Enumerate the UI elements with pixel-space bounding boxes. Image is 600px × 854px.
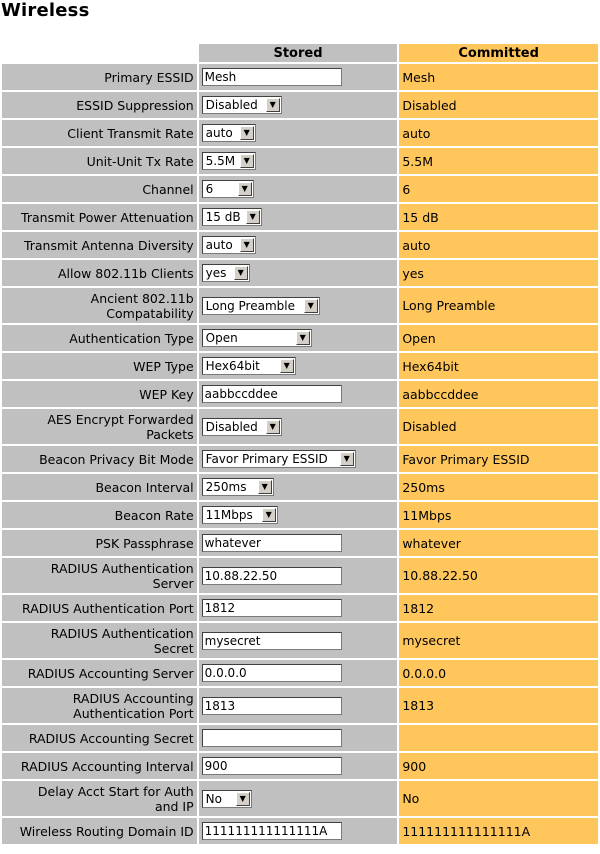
- dropdown-arrow-icon[interactable]: ▼: [280, 359, 294, 373]
- radius-accounting-secret-label: RADIUS Accounting Secret: [2, 725, 197, 751]
- dropdown-arrow-icon[interactable]: ▼: [236, 792, 250, 806]
- dropdown-arrow-icon[interactable]: ▼: [238, 182, 252, 196]
- radius-accounting-server-committed-value: 0.0.0.0: [399, 660, 598, 686]
- delay-acct-start-committed-value: No: [399, 781, 598, 816]
- authentication-type-selected-value: Open: [205, 331, 238, 345]
- primary-essid-input[interactable]: Mesh: [202, 68, 342, 86]
- settings-row-radius-authentication-server: [2, 558, 598, 593]
- primary-essid-stored-cell: [199, 64, 398, 90]
- transmit-antenna-diversity-committed-value: auto: [399, 232, 598, 258]
- channel-label: Channel: [2, 176, 197, 202]
- dropdown-arrow-icon[interactable]: ▼: [266, 98, 280, 112]
- wep-type-stored-cell: [199, 353, 398, 379]
- beacon-rate-committed-value: 11Mbps: [399, 502, 598, 528]
- channel-selected-value: 6: [205, 182, 214, 196]
- authentication-type-label: Authentication Type: [2, 325, 197, 351]
- committed-column-header: Committed: [399, 44, 598, 62]
- header-row: [2, 44, 598, 62]
- dropdown-arrow-icon[interactable]: ▼: [296, 331, 310, 345]
- allow-80211b-clients-label: Allow 802.11b Clients: [2, 260, 197, 286]
- essid-suppression-stored-cell: [199, 92, 398, 118]
- header-spacer: [2, 44, 197, 62]
- beacon-interval-committed-value: 250ms: [399, 474, 598, 500]
- psk-passphrase-label: PSK Passphrase: [2, 530, 197, 556]
- aes-encrypt-forwarded-packets-committed-value: Disabled: [399, 409, 598, 444]
- radius-accounting-authentication-port-stored-cell: [199, 688, 398, 723]
- wep-key-stored-cell: [199, 381, 398, 407]
- radius-accounting-server-stored-cell: [199, 660, 398, 686]
- allow-80211b-clients-committed-value: yes: [399, 260, 598, 286]
- wep-type-committed-value: Hex64bit: [399, 353, 598, 379]
- transmit-power-attenuation-label: Transmit Power Attenuation: [2, 204, 197, 230]
- psk-passphrase-input[interactable]: whatever: [202, 534, 342, 552]
- client-transmit-rate-select[interactable]: [202, 124, 256, 142]
- essid-suppression-committed-value: Disabled: [399, 92, 598, 118]
- radius-authentication-secret-input[interactable]: mysecret: [202, 632, 342, 650]
- dropdown-arrow-icon[interactable]: ▼: [340, 452, 354, 466]
- beacon-privacy-bit-mode-committed-value: Favor Primary ESSID: [399, 446, 598, 472]
- settings-row-psk-passphrase: [2, 530, 598, 556]
- settings-row-wep-type: [2, 353, 598, 379]
- channel-stored-cell: [199, 176, 398, 202]
- delay-acct-start-selected-value: No: [205, 791, 222, 806]
- settings-row-transmit-power-attenuation: [2, 204, 598, 230]
- delay-acct-start-stored-cell: [199, 781, 398, 816]
- essid-suppression-selected-value: Disabled: [205, 98, 258, 112]
- psk-passphrase-committed-value: whatever: [399, 530, 598, 556]
- radius-accounting-interval-label: RADIUS Accounting Interval: [2, 753, 197, 779]
- channel-committed-value: 6: [399, 176, 598, 202]
- dropdown-arrow-icon[interactable]: ▼: [240, 154, 254, 168]
- wireless-settings-table: [0, 42, 600, 846]
- beacon-rate-selected-value: 11Mbps: [205, 508, 253, 522]
- radius-accounting-interval-committed-value: 900: [399, 753, 598, 779]
- client-transmit-rate-committed-value: auto: [399, 120, 598, 146]
- radius-authentication-secret-label: RADIUS Authentication Secret: [2, 623, 197, 658]
- delay-acct-start-label: Delay Acct Start for Auth and IP: [2, 781, 197, 816]
- radius-authentication-port-stored-cell: [199, 595, 398, 621]
- dropdown-arrow-icon[interactable]: ▼: [234, 266, 248, 280]
- wireless-routing-domain-id-stored-cell: [199, 818, 398, 844]
- settings-row-radius-authentication-secret: [2, 623, 598, 658]
- settings-row-beacon-interval: [2, 474, 598, 500]
- aes-encrypt-forwarded-packets-selected-value: Disabled: [205, 419, 258, 434]
- wep-key-committed-value: aabbccddee: [399, 381, 598, 407]
- authentication-type-stored-cell: [199, 325, 398, 351]
- settings-row-radius-accounting-server: [2, 660, 598, 686]
- wep-key-input[interactable]: aabbccddee: [202, 385, 342, 403]
- ancient-80211b-compatability-committed-value: Long Preamble: [399, 288, 598, 323]
- ancient-80211b-compatability-select[interactable]: [202, 297, 320, 315]
- radius-authentication-port-label: RADIUS Authentication Port: [2, 595, 197, 621]
- settings-row-transmit-antenna-diversity: [2, 232, 598, 258]
- channel-select[interactable]: [202, 180, 254, 198]
- settings-row-radius-accounting-authentication-port: [2, 688, 598, 723]
- radius-accounting-authentication-port-committed-value: 1813: [399, 688, 598, 723]
- settings-row-unit-unit-tx-rate: [2, 148, 598, 174]
- radius-authentication-secret-stored-cell: [199, 623, 398, 658]
- settings-row-primary-essid: [2, 64, 598, 90]
- beacon-rate-label: Beacon Rate: [2, 502, 197, 528]
- settings-row-radius-accounting-secret: [2, 725, 598, 751]
- transmit-power-attenuation-stored-cell: [199, 204, 398, 230]
- beacon-privacy-bit-mode-select[interactable]: [202, 450, 356, 468]
- settings-row-beacon-privacy-bit-mode: [2, 446, 598, 472]
- primary-essid-committed-value: Mesh: [399, 64, 598, 90]
- authentication-type-committed-value: Open: [399, 325, 598, 351]
- transmit-antenna-diversity-stored-cell: [199, 232, 398, 258]
- transmit-power-attenuation-select[interactable]: [202, 208, 262, 226]
- settings-row-client-transmit-rate: [2, 120, 598, 146]
- dropdown-arrow-icon[interactable]: ▼: [304, 299, 318, 313]
- wep-type-label: WEP Type: [2, 353, 197, 379]
- settings-row-ancient-80211b-compatability: [2, 288, 598, 323]
- client-transmit-rate-stored-cell: [199, 120, 398, 146]
- ancient-80211b-compatability-stored-cell: [199, 288, 398, 323]
- settings-row-channel: [2, 176, 598, 202]
- psk-passphrase-stored-cell: [199, 530, 398, 556]
- radius-authentication-server-committed-value: 10.88.22.50: [399, 558, 598, 593]
- aes-encrypt-forwarded-packets-label: AES Encrypt Forwarded Packets: [2, 409, 197, 444]
- beacon-interval-selected-value: 250ms: [205, 480, 247, 494]
- settings-row-radius-authentication-port: [2, 595, 598, 621]
- authentication-type-select[interactable]: [202, 329, 312, 347]
- radius-accounting-secret-stored-cell: [199, 725, 398, 751]
- radius-authentication-server-label: RADIUS Authentication Server: [2, 558, 197, 593]
- wireless-routing-domain-id-input[interactable]: 111111111111111A: [202, 822, 342, 840]
- settings-row-delay-acct-start: [2, 781, 598, 816]
- beacon-privacy-bit-mode-stored-cell: [199, 446, 398, 472]
- page-title: Wireless: [1, 0, 90, 21]
- settings-row-essid-suppression: [2, 92, 598, 118]
- allow-80211b-clients-stored-cell: [199, 260, 398, 286]
- settings-row-wireless-routing-domain-id: [2, 818, 598, 844]
- radius-authentication-port-input[interactable]: 1812: [202, 599, 342, 617]
- client-transmit-rate-label: Client Transmit Rate: [2, 120, 197, 146]
- wep-type-select[interactable]: [202, 357, 296, 375]
- ancient-80211b-compatability-label: Ancient 802.11b Compatability: [2, 288, 197, 323]
- ancient-80211b-compatability-selected-value: Long Preamble: [205, 298, 295, 313]
- beacon-privacy-bit-mode-label: Beacon Privacy Bit Mode: [2, 446, 197, 472]
- settings-row-beacon-rate: [2, 502, 598, 528]
- unit-unit-tx-rate-selected-value: 5.5M: [205, 154, 236, 168]
- radius-accounting-server-label: RADIUS Accounting Server: [2, 660, 197, 686]
- dropdown-arrow-icon[interactable]: ▼: [262, 508, 276, 522]
- essid-suppression-select[interactable]: [202, 96, 282, 114]
- radius-accounting-secret-input[interactable]: [202, 729, 342, 747]
- allow-80211b-clients-selected-value: yes: [205, 266, 227, 280]
- beacon-rate-select[interactable]: [202, 506, 278, 524]
- radius-accounting-authentication-port-input[interactable]: 1813: [202, 697, 342, 715]
- beacon-interval-label: Beacon Interval: [2, 474, 197, 500]
- settings-row-radius-accounting-interval: [2, 753, 598, 779]
- transmit-antenna-diversity-label: Transmit Antenna Diversity: [2, 232, 197, 258]
- radius-authentication-port-committed-value: 1812: [399, 595, 598, 621]
- primary-essid-label: Primary ESSID: [2, 64, 197, 90]
- radius-authentication-server-stored-cell: [199, 558, 398, 593]
- transmit-antenna-diversity-selected-value: auto: [205, 238, 233, 252]
- beacon-interval-select[interactable]: [202, 478, 274, 496]
- wep-key-label: WEP Key: [2, 381, 197, 407]
- unit-unit-tx-rate-select[interactable]: [202, 152, 256, 170]
- transmit-power-attenuation-committed-value: 15 dB: [399, 204, 598, 230]
- wireless-routing-domain-id-committed-value: 111111111111111A: [399, 818, 598, 844]
- settings-row-authentication-type: [2, 325, 598, 351]
- delay-acct-start-select[interactable]: [202, 790, 252, 808]
- radius-accounting-interval-stored-cell: [199, 753, 398, 779]
- radius-authentication-server-input[interactable]: 10.88.22.50: [202, 567, 342, 585]
- stored-column-header: Stored: [199, 44, 398, 62]
- radius-accounting-secret-committed-value: [399, 725, 598, 751]
- dropdown-arrow-icon[interactable]: ▼: [240, 126, 254, 140]
- aes-encrypt-forwarded-packets-stored-cell: [199, 409, 398, 444]
- dropdown-arrow-icon[interactable]: ▼: [266, 420, 280, 434]
- settings-row-aes-encrypt-forwarded-packets: [2, 409, 598, 444]
- radius-accounting-authentication-port-label: RADIUS Accounting Authentication Port: [2, 688, 197, 723]
- beacon-privacy-bit-mode-selected-value: Favor Primary ESSID: [205, 452, 328, 466]
- unit-unit-tx-rate-label: Unit-Unit Tx Rate: [2, 148, 197, 174]
- radius-accounting-server-input[interactable]: 0.0.0.0: [202, 664, 342, 682]
- transmit-power-attenuation-selected-value: 15 dB: [205, 210, 241, 224]
- settings-row-wep-key: [2, 381, 598, 407]
- radius-authentication-secret-committed-value: mysecret: [399, 623, 598, 658]
- wep-type-selected-value: Hex64bit: [205, 359, 260, 373]
- allow-80211b-clients-select[interactable]: [202, 264, 250, 282]
- unit-unit-tx-rate-committed-value: 5.5M: [399, 148, 598, 174]
- aes-encrypt-forwarded-packets-select[interactable]: [202, 418, 282, 436]
- radius-accounting-interval-input[interactable]: 900: [202, 757, 342, 775]
- beacon-rate-stored-cell: [199, 502, 398, 528]
- beacon-interval-stored-cell: [199, 474, 398, 500]
- transmit-antenna-diversity-select[interactable]: [202, 236, 256, 254]
- dropdown-arrow-icon[interactable]: ▼: [246, 210, 260, 224]
- settings-row-allow-80211b-clients: [2, 260, 598, 286]
- dropdown-arrow-icon[interactable]: ▼: [258, 480, 272, 494]
- essid-suppression-label: ESSID Suppression: [2, 92, 197, 118]
- unit-unit-tx-rate-stored-cell: [199, 148, 398, 174]
- dropdown-arrow-icon[interactable]: ▼: [240, 238, 254, 252]
- wireless-routing-domain-id-label: Wireless Routing Domain ID: [2, 818, 197, 844]
- client-transmit-rate-selected-value: auto: [205, 126, 233, 140]
